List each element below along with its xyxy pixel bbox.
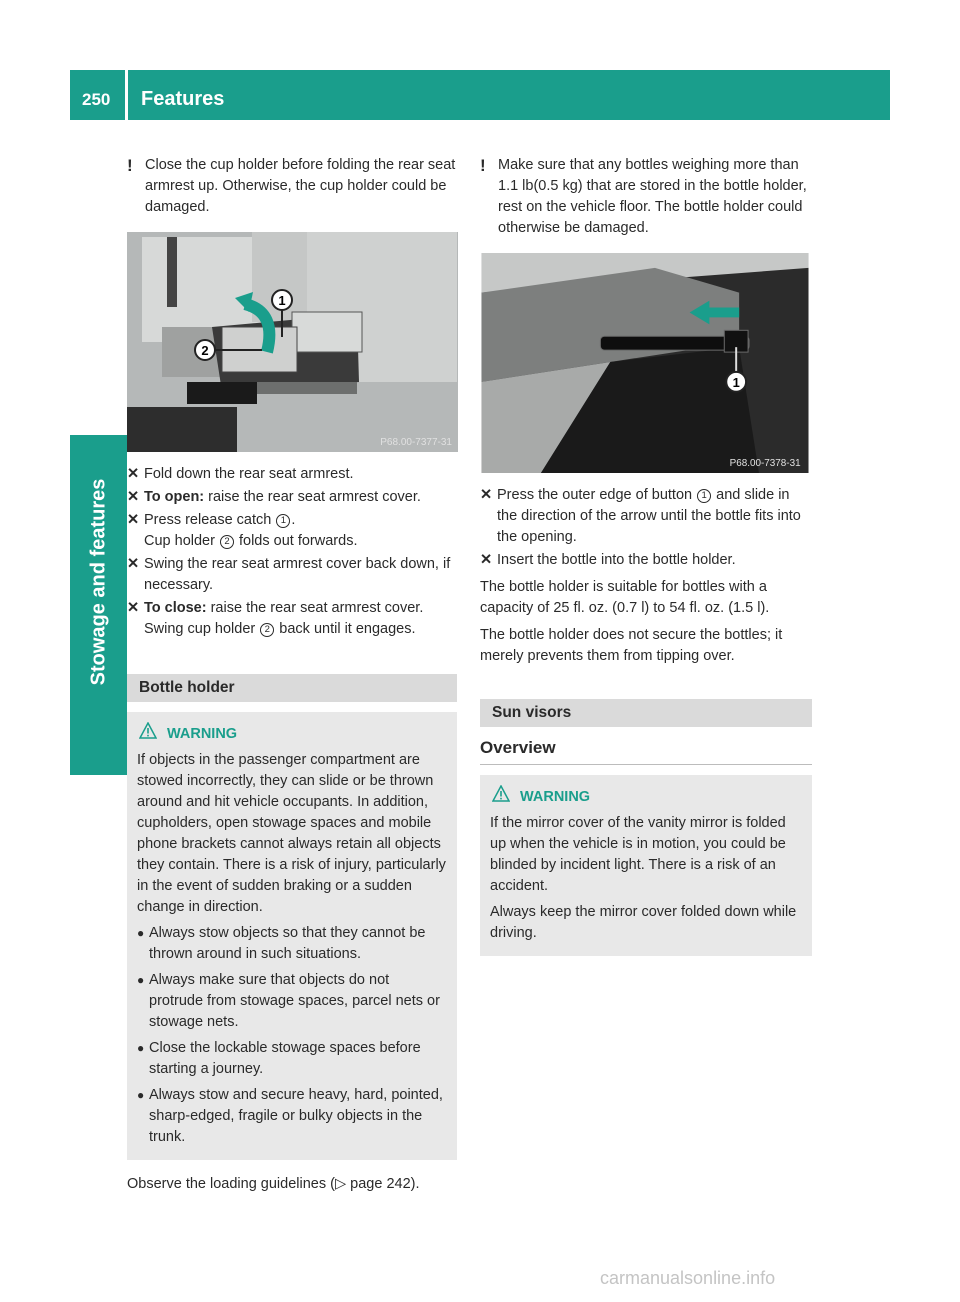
step-to-open: ✕ To open: raise the rear seat armrest cover. — [127, 487, 457, 508]
loading-guidelines: Observe the loading guidelines (▷ page 242). — [127, 1176, 420, 1192]
warning-bullet: ● Always stow objects so that they cannot be thrown around in such situations. — [137, 925, 426, 962]
callout-ref: 2 — [220, 535, 234, 549]
arrow-step-icon: ✕ — [127, 466, 140, 482]
warning-bullet: ● Close the lockable stowage spaces before starting a journey. — [137, 1040, 421, 1077]
side-tab-label: Stowage and features — [87, 478, 110, 686]
tipping-text: The bottle holder does not secure the bottles; it merely prevents them from tipping over. — [480, 627, 783, 664]
callout-2: 2 — [201, 343, 209, 358]
figure-code: P68.00-7378-31 — [729, 458, 801, 470]
warning-triangle-icon — [139, 722, 157, 739]
arrow-step-icon: ✕ — [480, 552, 493, 568]
arrow-step-icon: ✕ — [480, 487, 493, 503]
arrow-step-icon: ✕ — [127, 600, 140, 616]
bottle-holder-heading: Bottle holder — [127, 674, 457, 702]
step-press-button: ✕ Press the outer edge of button 1 and slide in the direction of the arrow until the bottle fits into the opening. — [480, 487, 801, 545]
step-release-catch: ✕ Press release catch 1 . Cup holder 2 folds out forwards. — [127, 512, 358, 549]
step-fold-down: ✕ Fold down the rear seat armrest. — [127, 464, 457, 485]
warning-bullet: ● Always make sure that objects do not protrude from stowage spaces, parcel nets or stowage nets. — [137, 972, 440, 1030]
overview-title: Overview — [480, 737, 812, 765]
bottle-holder-figure — [480, 253, 810, 473]
arrow-step-icon: ✕ — [127, 489, 140, 505]
warning-title: WARNING — [490, 787, 802, 808]
step-to-close: ✕ To close: raise the rear seat armrest cover. Swing cup holder 2 back until it engages. — [127, 600, 424, 637]
callout-ref: 2 — [260, 623, 274, 637]
bullet-icon: ● — [137, 973, 145, 987]
caution-note — [480, 155, 812, 239]
warning-text: If the mirror cover of the vanity mirror is folded up when the vehicle is in motion, you could be blinded by incident light. There is a risk of an accident. — [490, 815, 786, 894]
warning-triangle-icon — [492, 785, 510, 802]
header-divider — [125, 70, 128, 120]
left-column — [127, 155, 457, 1195]
arrow-step-icon: ✕ — [127, 512, 140, 528]
page-ref-link[interactable]: page 242). — [350, 1176, 420, 1192]
armrest-cupholder-figure — [127, 232, 458, 452]
bullet-icon: ● — [137, 1088, 145, 1102]
caution-text: Close the cup holder before folding the rear seat armrest up. Otherwise, the cup holder could be damaged. — [145, 157, 456, 215]
callout-1: 1 — [732, 374, 740, 390]
page-ref-arrow-icon: ▷ — [334, 1176, 347, 1192]
bottle-holder-warning — [127, 712, 457, 1160]
warning-text-2: Always keep the mirror cover folded down while driving. — [490, 904, 797, 941]
callout-ref: 1 — [276, 514, 290, 528]
warning-title: WARNING — [137, 724, 447, 745]
step-swing-back: ✕ Swing the rear seat armrest cover back down, if necessary. — [127, 556, 451, 593]
page-number: 250 — [82, 90, 111, 109]
caution-note — [127, 155, 457, 218]
watermark: carmanualsonline.info — [600, 1268, 776, 1288]
caution-text: Make sure that any bottles weighing more than 1.1 lb(0.5 kg) that are stored in the bottle holder, rest on the vehicle floor. The bottle holder could otherwise be damaged. — [498, 157, 807, 236]
callout-1: 1 — [278, 293, 286, 308]
section-title: Features — [141, 88, 225, 110]
sun-visors-warning — [480, 775, 812, 956]
caution-icon: ! — [127, 156, 133, 175]
bullet-icon: ● — [137, 1041, 145, 1055]
arrow-step-icon: ✕ — [127, 556, 140, 572]
right-column — [480, 155, 812, 956]
caution-icon: ! — [480, 156, 486, 175]
callout-ref: 1 — [697, 489, 711, 503]
bullet-icon: ● — [137, 926, 145, 940]
warning-text: If objects in the passenger compartment are stowed incorrectly, they can slide or be thrown around and hit vehicle occupants. In addition, cupholders, open stowage spaces and mobile phone brackets cannot always retain all objects they contain. There is a risk of injury, particularly in the event of sudden braking or a sudden change in direction. — [137, 752, 446, 915]
sun-visors-heading: Sun visors — [480, 699, 812, 727]
warning-bullet: ● Always stow and secure heavy, hard, pointed, sharp-edged, fragile or bulky objects in the trunk. — [137, 1087, 443, 1145]
capacity-text: The bottle holder is suitable for bottles with a capacity of 25 fl. oz. (0.7 l) to 54 fl. oz. (1.5 l). — [480, 579, 770, 616]
figure-code: P68.00-7377-31 — [380, 437, 452, 448]
step-insert-bottle: ✕ Insert the bottle into the bottle holder. — [480, 550, 812, 571]
